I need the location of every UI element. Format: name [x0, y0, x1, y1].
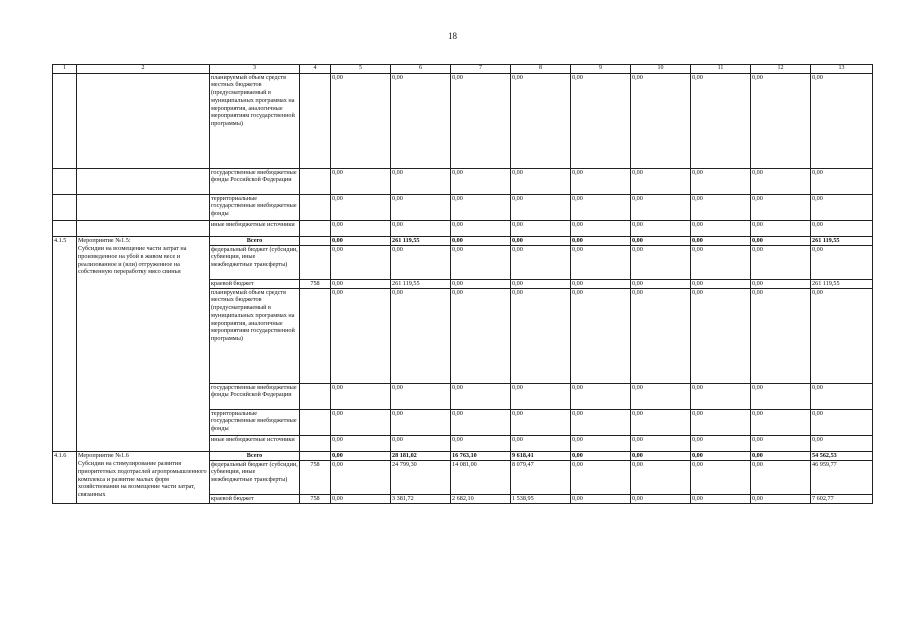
value-cell: 0,00 [571, 451, 631, 460]
source-cell: территориальные государственные внебюджетные фонды [210, 194, 300, 220]
value-cell: 0,00 [811, 194, 873, 220]
value-cell: 0,00 [751, 409, 811, 435]
name-cell [77, 194, 210, 220]
kbk-cell [300, 168, 331, 194]
value-cell: 0,00 [451, 168, 511, 194]
column-number: 13 [811, 65, 873, 74]
value-cell: 0,00 [751, 383, 811, 409]
measure-title: Мероприятие №1.6 [77, 451, 210, 460]
value-cell: 16 763,10 [451, 451, 511, 460]
value-cell: 0,00 [631, 383, 691, 409]
value-cell: 0,00 [511, 288, 571, 383]
value-cell: 0,00 [811, 409, 873, 435]
value-cell: 0,00 [331, 435, 391, 451]
value-cell: 0,00 [631, 220, 691, 236]
value-cell: 0,00 [691, 460, 751, 494]
source-cell: федеральный бюджет (субсидии, субвенции, иные межбюджетные трансферты) [210, 245, 300, 279]
value-cell: 0,00 [691, 168, 751, 194]
value-cell: 0,00 [511, 168, 571, 194]
value-cell: 0,00 [751, 494, 811, 503]
value-cell: 0,00 [691, 494, 751, 503]
column-number: 9 [571, 65, 631, 74]
value-cell: 0,00 [631, 245, 691, 279]
value-cell: 0,00 [571, 279, 631, 288]
value-cell: 0,00 [571, 494, 631, 503]
value-cell: 0,00 [631, 409, 691, 435]
column-number: 11 [691, 65, 751, 74]
value-cell: 0,00 [751, 236, 811, 245]
column-number: 7 [451, 65, 511, 74]
budget-table [52, 64, 873, 504]
source-cell: краевой бюджет [210, 279, 300, 288]
kbk-cell [300, 435, 331, 451]
source-cell: государственные внебюджетные фонды Российской Федерации [210, 168, 300, 194]
table-row [53, 168, 873, 194]
value-cell: 261 119,55 [811, 279, 873, 288]
kbk-cell [300, 383, 331, 409]
value-cell: 0,00 [571, 73, 631, 168]
source-cell: федеральный бюджет (субсидии, субвенции, иные межбюджетные трансферты) [210, 460, 300, 494]
value-cell: 0,00 [631, 168, 691, 194]
kbk-cell [300, 451, 331, 460]
source-cell: планируемый объем средств местных бюджетов (предусматриваемый в муниципальных программах на мероприятия, аналогичные мероприятиям государственной программы) [210, 73, 300, 168]
value-cell: 0,00 [511, 73, 571, 168]
value-cell: 0,00 [811, 383, 873, 409]
value-cell: 0,00 [391, 194, 451, 220]
kbk-cell: 758 [300, 494, 331, 503]
value-cell: 46 959,77 [811, 460, 873, 494]
code-cell [53, 245, 77, 451]
column-number: 8 [511, 65, 571, 74]
value-cell: 0,00 [331, 460, 391, 494]
value-cell: 0,00 [691, 409, 751, 435]
value-cell: 7 602,77 [811, 494, 873, 503]
value-cell: 0,00 [631, 279, 691, 288]
value-cell: 1 538,95 [511, 494, 571, 503]
value-cell: 0,00 [331, 409, 391, 435]
value-cell: 0,00 [391, 168, 451, 194]
value-cell: 0,00 [751, 168, 811, 194]
value-cell: 0,00 [751, 435, 811, 451]
value-cell: 0,00 [331, 236, 391, 245]
code-cell [53, 168, 77, 194]
column-number: 2 [77, 65, 210, 74]
measure-code: 4.1.6 [53, 451, 77, 460]
value-cell: 0,00 [751, 73, 811, 168]
code-cell [53, 73, 77, 168]
source-cell: иные внебюджетные источники [210, 435, 300, 451]
code-cell [53, 220, 77, 236]
column-number: 12 [751, 65, 811, 74]
value-cell: 261 119,55 [811, 236, 873, 245]
value-cell: 0,00 [331, 451, 391, 460]
value-cell: 0,00 [751, 288, 811, 383]
value-cell: 0,00 [631, 236, 691, 245]
value-cell: 0,00 [511, 435, 571, 451]
value-cell: 0,00 [511, 194, 571, 220]
value-cell: 0,00 [631, 435, 691, 451]
value-cell: 0,00 [751, 451, 811, 460]
value-cell: 0,00 [391, 383, 451, 409]
name-cell [77, 168, 210, 194]
value-cell: 0,00 [511, 279, 571, 288]
value-cell: 0,00 [571, 383, 631, 409]
value-cell: 0,00 [391, 220, 451, 236]
value-cell: 0,00 [631, 288, 691, 383]
value-cell: 0,00 [391, 409, 451, 435]
name-cell [77, 220, 210, 236]
value-cell: 28 181,02 [391, 451, 451, 460]
source-cell: иные внебюджетные источники [210, 220, 300, 236]
value-cell: 0,00 [451, 245, 511, 279]
value-cell: 0,00 [811, 435, 873, 451]
column-number: 6 [391, 65, 451, 74]
value-cell: 0,00 [391, 435, 451, 451]
value-cell: 0,00 [331, 494, 391, 503]
source-cell: краевой бюджет [210, 494, 300, 503]
value-cell: 0,00 [691, 451, 751, 460]
value-cell: 0,00 [691, 220, 751, 236]
source-cell: территориальные государственные внебюджетные фонды [210, 409, 300, 435]
measure-code: 4.1.5 [53, 236, 77, 245]
value-cell: 0,00 [451, 288, 511, 383]
value-cell: 0,00 [331, 220, 391, 236]
value-cell: 0,00 [631, 460, 691, 494]
value-cell: 0,00 [691, 236, 751, 245]
value-cell: 0,00 [691, 383, 751, 409]
value-cell: 0,00 [571, 168, 631, 194]
value-cell: 0,00 [811, 168, 873, 194]
value-cell: 0,00 [331, 245, 391, 279]
source-cell: государственные внебюджетные фонды Российской Федерации [210, 383, 300, 409]
value-cell: 0,00 [811, 288, 873, 383]
value-cell: 0,00 [691, 73, 751, 168]
value-cell: 0,00 [391, 73, 451, 168]
value-cell: 0,00 [751, 220, 811, 236]
column-number: 3 [210, 65, 300, 74]
kbk-cell: 758 [300, 279, 331, 288]
value-cell: 0,00 [331, 279, 391, 288]
value-cell: 0,00 [451, 279, 511, 288]
source-cell: Всего [210, 451, 300, 460]
value-cell: 0,00 [331, 73, 391, 168]
source-cell: Всего [210, 236, 300, 245]
value-cell: 0,00 [511, 220, 571, 236]
value-cell: 0,00 [571, 236, 631, 245]
value-cell: 0,00 [631, 494, 691, 503]
value-cell: 0,00 [811, 245, 873, 279]
value-cell: 0,00 [811, 220, 873, 236]
source-cell: планируемый объем средств местных бюджетов (предусматриваемый в муниципальных программах на мероприятия, аналогичные мероприятиям государственной программы) [210, 288, 300, 383]
header-row [53, 65, 873, 74]
table-row [53, 194, 873, 220]
value-cell: 0,00 [451, 194, 511, 220]
value-cell: 0,00 [451, 409, 511, 435]
measure-description: Субсидии на возмещение части затрат на произведенное на убой в живом весе и реализованное и (или) отгруженное на собственную переработку мясо свиньи [77, 245, 210, 451]
value-cell: 3 381,72 [391, 494, 451, 503]
value-cell: 0,00 [631, 73, 691, 168]
column-number: 4 [300, 65, 331, 74]
value-cell: 0,00 [571, 409, 631, 435]
value-cell: 0,00 [571, 460, 631, 494]
kbk-cell [300, 236, 331, 245]
value-cell: 0,00 [571, 435, 631, 451]
value-cell: 0,00 [751, 194, 811, 220]
table-row [53, 460, 873, 494]
value-cell: 0,00 [571, 245, 631, 279]
table-row [53, 73, 873, 168]
value-cell: 9 618,41 [511, 451, 571, 460]
value-cell: 0,00 [331, 194, 391, 220]
value-cell: 0,00 [391, 245, 451, 279]
value-cell: 54 562,53 [811, 451, 873, 460]
value-cell: 0,00 [391, 288, 451, 383]
value-cell: 0,00 [751, 460, 811, 494]
column-number: 1 [53, 65, 77, 74]
value-cell: 0,00 [451, 73, 511, 168]
value-cell: 0,00 [451, 236, 511, 245]
measure-description: Субсидии на стимулирование развития приоритетных подотраслей агропромышленного комплекса и развитие малых форм хозяйствования на возмещение части затрат, связанных [77, 460, 210, 503]
name-cell [77, 73, 210, 168]
value-cell: 0,00 [511, 245, 571, 279]
code-cell [53, 194, 77, 220]
code-cell [53, 460, 77, 503]
value-cell: 0,00 [691, 194, 751, 220]
value-cell: 8 079,47 [511, 460, 571, 494]
kbk-cell: 758 [300, 460, 331, 494]
kbk-cell [300, 245, 331, 279]
value-cell: 0,00 [631, 451, 691, 460]
value-cell: 0,00 [511, 236, 571, 245]
value-cell: 0,00 [331, 288, 391, 383]
value-cell: 261 119,55 [391, 279, 451, 288]
value-cell: 0,00 [631, 194, 691, 220]
column-number: 10 [631, 65, 691, 74]
page-number: 18 [448, 31, 457, 41]
value-cell: 0,00 [751, 279, 811, 288]
value-cell: 0,00 [331, 383, 391, 409]
measure-row [53, 236, 873, 245]
value-cell: 0,00 [511, 409, 571, 435]
value-cell: 24 799,30 [391, 460, 451, 494]
value-cell: 0,00 [751, 245, 811, 279]
value-cell: 0,00 [571, 220, 631, 236]
value-cell: 2 682,10 [451, 494, 511, 503]
value-cell: 0,00 [691, 279, 751, 288]
value-cell: 0,00 [691, 288, 751, 383]
value-cell: 14 081,00 [451, 460, 511, 494]
value-cell: 0,00 [691, 245, 751, 279]
measure-title: Мероприятие №1.5: [77, 236, 210, 245]
table-row [53, 220, 873, 236]
kbk-cell [300, 220, 331, 236]
value-cell: 0,00 [451, 383, 511, 409]
value-cell: 0,00 [811, 73, 873, 168]
value-cell: 0,00 [451, 220, 511, 236]
table-row [53, 245, 873, 279]
value-cell: 0,00 [331, 168, 391, 194]
value-cell: 261 119,55 [391, 236, 451, 245]
kbk-cell [300, 409, 331, 435]
measure-row [53, 451, 873, 460]
kbk-cell [300, 194, 331, 220]
value-cell: 0,00 [511, 383, 571, 409]
value-cell: 0,00 [571, 194, 631, 220]
column-number: 5 [331, 65, 391, 74]
value-cell: 0,00 [451, 435, 511, 451]
value-cell: 0,00 [691, 435, 751, 451]
kbk-cell [300, 73, 331, 168]
value-cell: 0,00 [571, 288, 631, 383]
kbk-cell [300, 288, 331, 383]
